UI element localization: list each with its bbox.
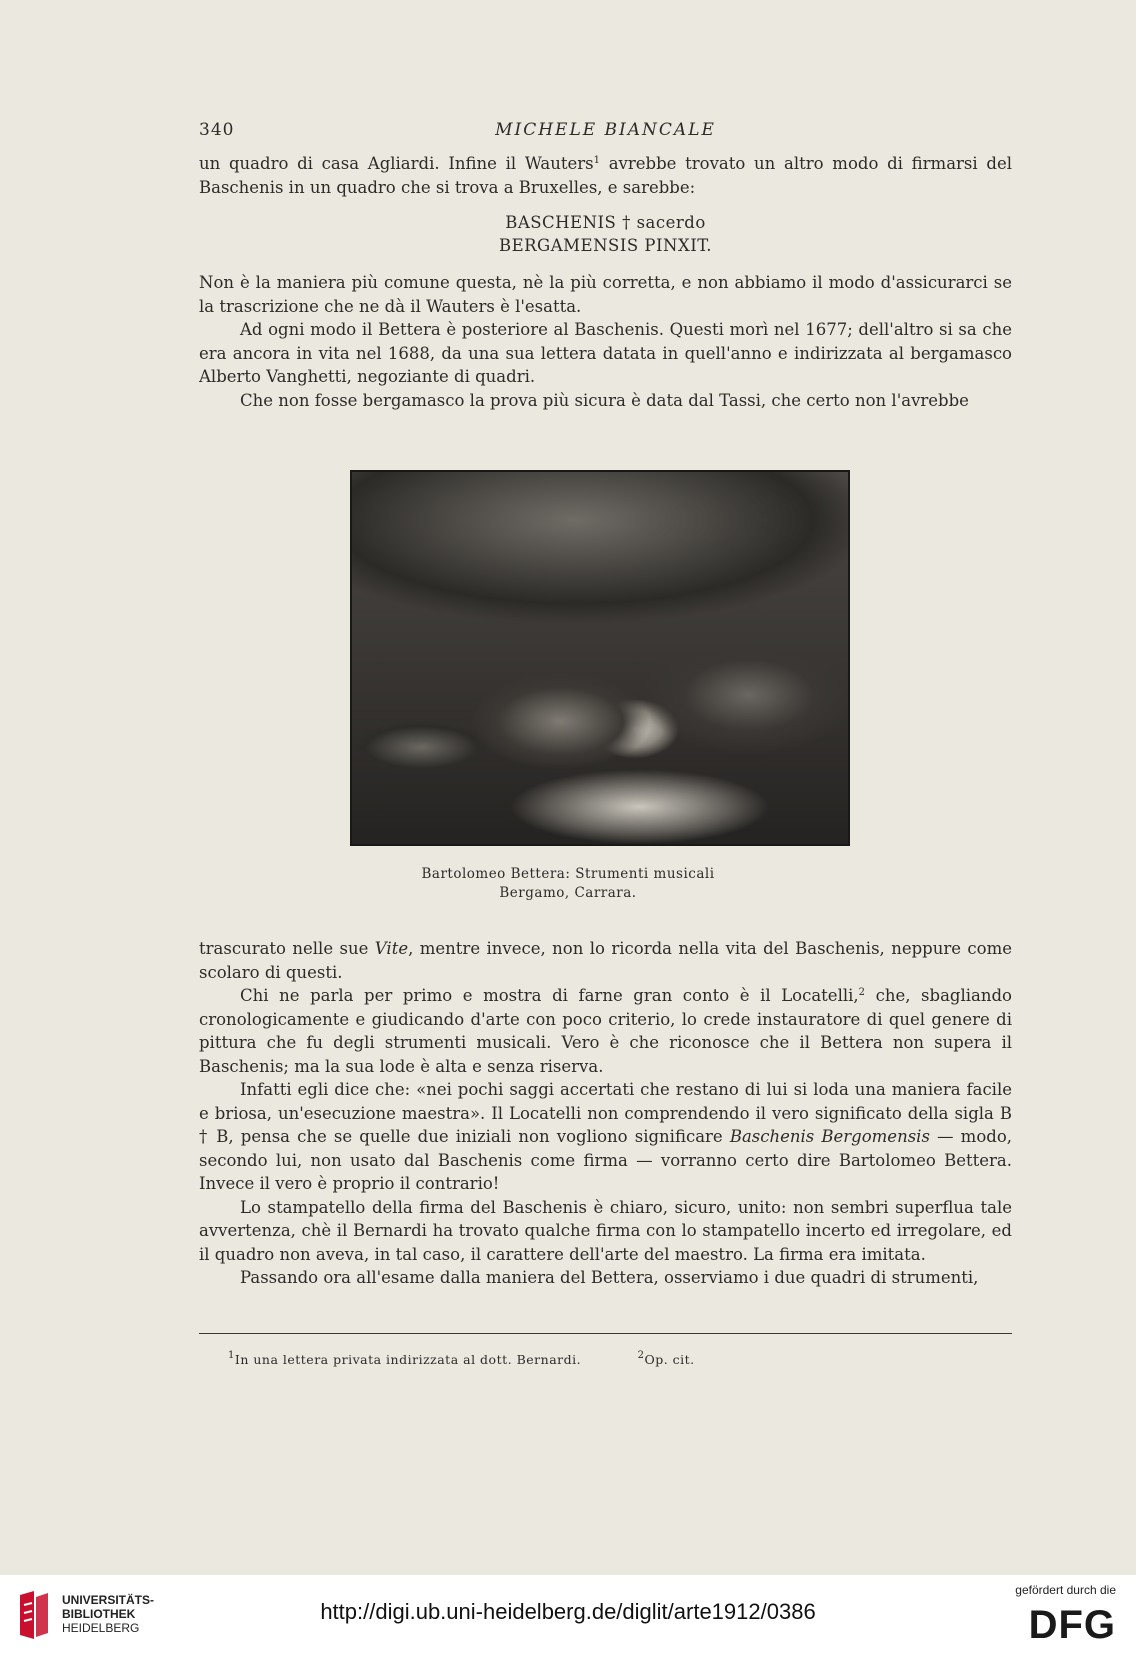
page-number: 340 [199,120,235,140]
painting-photograph [350,470,850,846]
footnote-2: $^2$Op. cit. [637,1350,695,1367]
footnote-divider [199,1333,1012,1334]
paragraph: un quadro di casa Agliardi. Infine il Wauters$^1$ avrebbe trovato un altro modo di firmarsi del Baschenis in un quadro che si trova a Bruxelles, e sarebbe: [199,154,1012,197]
figure-caption: Bartolomeo Bettera: Strumenti musicali Bergamo, Carrara. [421,866,715,901]
paragraph: Lo stampatello della firma del Baschenis è chiaro, sicuro, unito: non sembri superflua tale avvertenza, chè il Bernardi ha trovato qualche firma con lo stampatello incerto ed irregolare, ed il quadro non aveva, in tal caso, il carattere dell'arte del maestro. La firma era imitata. [199,1197,1012,1264]
paragraph: Chi ne parla per primo e mostra di farne gran conto è il Locatelli,$^2$ che, sbagliando cronologicamente e giudicando d'arte con poco criterio, lo crede instauratore di quel genere di pittura che fu degli strumenti musicali. Vero è che riconosce che il Bettera non supera il Baschenis; ma la sua lode è alta e senza riserva. [199,986,1012,1076]
funded-by-text: gefördert durch die [1015,1583,1116,1597]
library-name: UNIVERSITÄTS- BIBLIOTHEK HEIDELBERG [62,1593,155,1635]
paragraph: Non è la maniera più comune questa, nè la più corretta, e non abbiamo il modo d'assicurarci se la trascrizione che ne dà il Wauters è l'esatta. [199,273,1012,316]
paragraph: Ad ogni modo il Bettera è posteriore al Baschenis. Questi morì nel 1677; dell'altro si sa che era ancora in vita nel 1688, da una sua lettera datata in quell'anno e indirizzata al bergamasco Alberto Vanghetti, negoziante di quadri. [199,320,1012,386]
body-text-top [199,152,1012,412]
running-title: MICHELE BIANCALE [495,120,716,140]
footnotes [228,1352,695,1367]
digitization-footer [0,1575,1136,1655]
paragraph: Infatti egli dice che: «nei pochi saggi accertati che restano di lui si loda una maniera facile e briosa, un'esecuzione maestra». Il Locatelli non comprendendo il vero significato della sigla B † B, pensa che se quelle due iniziali non vogliono significare Baschenis Bergomensis — modo, secondo lui, non usato dal Baschenis come firma — vorranno certo dire Bartolomeo Bettera. Invece il vero è proprio il contrario! [199,1080,1013,1193]
paragraph: Passando ora all'esame dalla maniera del Bettera, osserviamo i due quadri di strumenti, [240,1268,979,1287]
source-url-link[interactable]: http://digi.ub.uni-heidelberg.de/diglit/arte1912/0386 [320,1599,816,1624]
paragraph: trascurato nelle sue Vite, mentre invece, non lo ricorda nella vita del Baschenis, neppure come scolaro di questi. [199,939,1012,982]
paragraph: Che non fosse bergamasco la prova più sicura è data dal Tassi, che certo non l'avrebbe [240,390,969,410]
footnote-1: $^1$In una lettera privata indirizzata al dott. Bernardi. [228,1350,582,1367]
body-text-bottom [199,937,1012,1290]
dfg-logo: DFG [1028,1603,1116,1647]
footnote-ref: 1 [593,155,600,166]
footnote-ref: 2 [858,987,866,998]
page-header [199,120,1012,148]
signature-inscription: BASCHENIS † sacerdo BERGAMENSIS PINXIT. [498,213,713,255]
